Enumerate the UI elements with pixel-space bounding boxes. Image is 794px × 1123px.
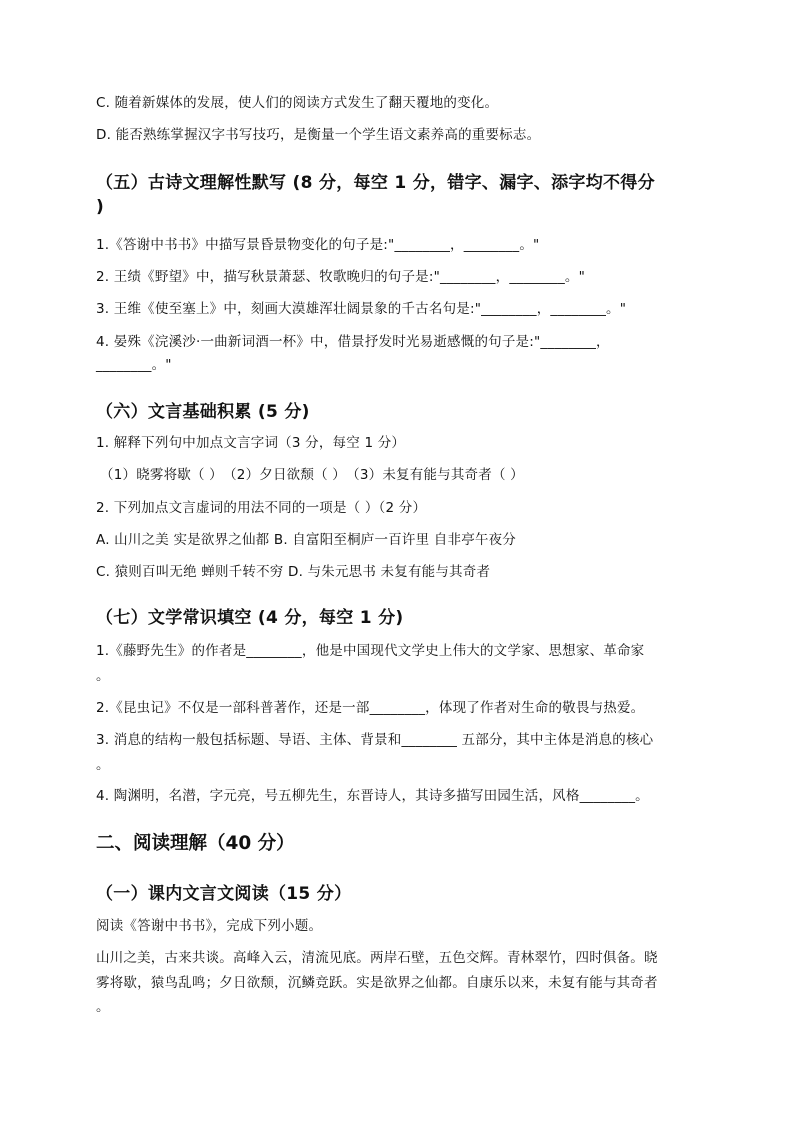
s7-question-1: 1.《藤野先生》的作者是________，他是中国现代文学史上伟大的文学家、思想家、革命家 [96,643,645,659]
passage-line-1: 山川之美，古来共谈。高峰入云，清流见底。两岸石壁，五色交辉。青林翠竹，四时俱备。晓 [96,950,658,966]
s7-question-3-cont: 。 [96,757,110,773]
s5-question-3: 3. 王维《使至塞上》中，刻画大漠雄浑壮阔景象的千古名句是:"________，________。" [96,301,627,317]
passage-line-3: 。 [96,999,110,1015]
s7-question-2: 2.《昆虫记》不仅是一部科普著作，还是一部________，体现了作者对生命的敬畏与热爱。 [96,700,645,716]
reading-instruction: 阅读《答谢中书书》，完成下列小题。 [96,918,323,934]
part-2-title: 二、阅读理解（40 分） [96,833,295,854]
s7-question-3: 3. 消息的结构一般包括标题、导语、主体、背景和________ 五部分，其中主体是消息的核心 [96,732,654,748]
s7-question-1-cont: 。 [96,668,110,684]
s7-question-4: 4. 陶渊明，名潜，字元亮，号五柳先生，东晋诗人，其诗多描写田园生活，风格________。 [96,788,649,804]
s6-options-ab: A. 山川之美 实是欲界之仙都 B. 自富阳至桐庐一百许里 自非亭午夜分 [96,532,516,548]
s6-options-cd: C. 猿则百叫无绝 蝉则千转不穷 D. 与朱元思书 未复有能与其奇者 [96,564,491,580]
section-5-title-cont: ) [96,197,105,217]
option-c: C. 随着新媒体的发展，使人们的阅读方式发生了翻天覆地的变化。 [96,95,499,111]
s5-question-4-cont: ________。" [96,357,172,373]
part-2-subsection-1-title: （一）课内文言文阅读（15 分） [96,884,352,904]
passage-line-2: 雾将歇，猿鸟乱鸣；夕日欲颓，沉鳞竞跃。实是欲界之仙都。自康乐以来，未复有能与其奇者 [96,975,658,991]
section-7-title: （七）文学常识填空 (4 分，每空 1 分) [96,608,404,628]
s6-question-2: 2. 下列加点文言虚词的用法不同的一项是（ ）（2 分） [96,500,427,516]
section-5-title: （五）古诗文理解性默写 (8 分，每空 1 分，错字、漏字、添字均不得分 [96,173,655,193]
option-d: D. 能否熟练掌握汉字书写技巧，是衡量一个学生语文素养高的重要标志。 [96,127,541,143]
section-6-title: （六）文言基础积累 (5 分) [96,402,310,422]
s5-question-1: 1.《答谢中书书》中描写景昏景物变化的句子是:"________，________。" [96,237,540,253]
s5-question-2: 2. 王绩《野望》中，描写秋景萧瑟、牧歌晚归的句子是:"________，________。" [96,269,586,285]
s6-question-1-items: （1）晓雾将歇（ ） （2）夕日欲颓（ ） （3）未复有能与其奇者（ ） [100,467,524,483]
s6-question-1: 1. 解释下列句中加点文言字词（3 分，每空 1 分） [96,435,406,451]
s5-question-4: 4. 晏殊《浣溪沙·一曲新词酒一杯》中，借景抒发时光易逝感慨的句子是:"________， [96,334,610,350]
